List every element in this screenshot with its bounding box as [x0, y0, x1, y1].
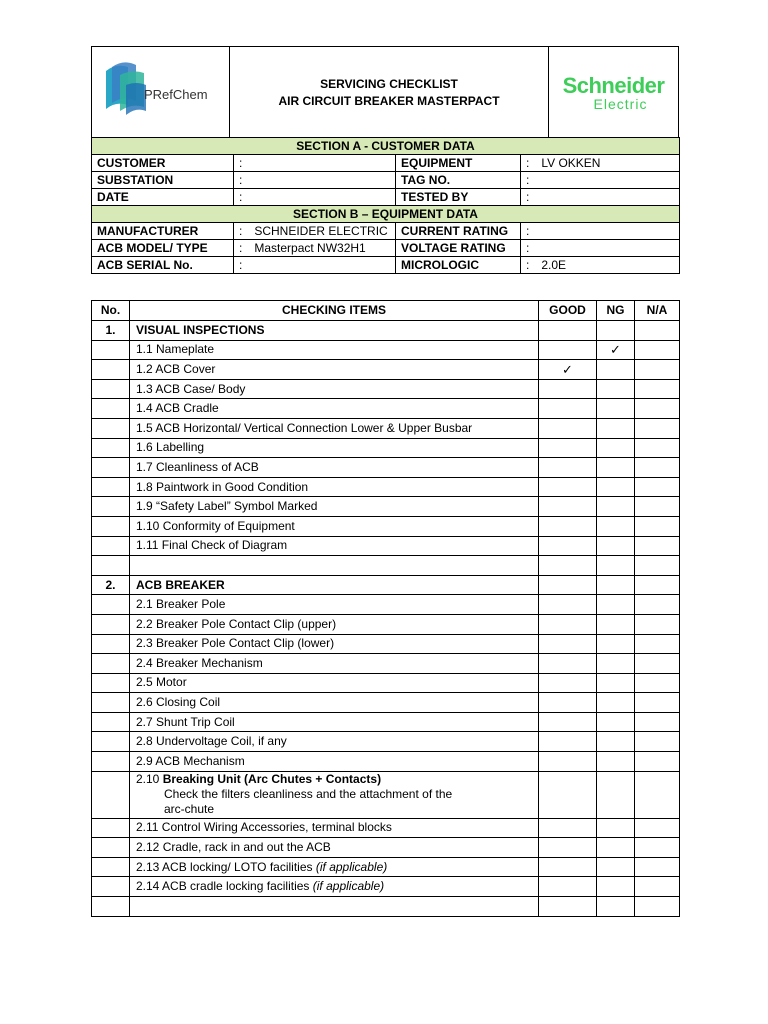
item-number: 2.	[92, 575, 130, 595]
table-row	[92, 379, 680, 399]
checking-item: 2.9 ACB Mechanism	[130, 752, 539, 772]
ng-cell[interactable]	[597, 712, 635, 732]
good-cell[interactable]	[539, 752, 597, 772]
table-row	[92, 712, 680, 732]
ng-cell[interactable]	[597, 399, 635, 419]
na-cell[interactable]	[635, 654, 680, 674]
checking-item: 2.11 Control Wiring Accessories, terminal blocks	[130, 818, 539, 838]
substation-label: SUBSTATION	[92, 172, 234, 189]
table-row	[92, 634, 680, 654]
date-label: DATE	[92, 189, 234, 206]
item-2-13-note: (if applicable)	[315, 859, 388, 874]
col-no-header: No.	[92, 301, 130, 321]
customer-label: CUSTOMER	[92, 155, 234, 172]
ng-cell[interactable]	[597, 418, 635, 438]
item-number	[92, 771, 130, 818]
good-cell[interactable]	[539, 438, 597, 458]
checking-item: 1.2 ACB Cover	[130, 360, 539, 380]
ng-cell[interactable]	[597, 575, 635, 595]
item-number	[92, 438, 130, 458]
checking-item	[130, 897, 539, 917]
document-header	[91, 46, 679, 140]
acb-model-label: ACB MODEL/ TYPE	[92, 240, 234, 257]
ng-cell[interactable]	[597, 752, 635, 772]
item-number	[92, 838, 130, 858]
ng-cell[interactable]	[597, 340, 635, 360]
table-row	[92, 155, 680, 172]
checking-item: 2.1 Breaker Pole	[130, 595, 539, 615]
section-title: VISUAL INSPECTIONS	[130, 321, 539, 341]
item-number	[92, 654, 130, 674]
ng-cell[interactable]	[597, 379, 635, 399]
checking-item: 1.6 Labelling	[130, 438, 539, 458]
checking-item: 1.3 ACB Case/ Body	[130, 379, 539, 399]
section-b-title: SECTION B – EQUIPMENT DATA	[92, 206, 680, 223]
na-cell[interactable]	[635, 399, 680, 419]
ng-cell[interactable]	[597, 732, 635, 752]
na-cell[interactable]	[635, 438, 680, 458]
item-number	[92, 897, 130, 917]
item-number	[92, 818, 130, 838]
checking-item	[130, 556, 539, 576]
schneider-logo	[549, 47, 679, 140]
checking-item	[130, 877, 539, 897]
good-cell[interactable]	[539, 418, 597, 438]
na-cell[interactable]	[635, 877, 680, 897]
table-row	[92, 497, 680, 517]
tag-no-value[interactable]: :	[521, 172, 680, 189]
ng-cell[interactable]	[597, 614, 635, 634]
item-2-14-note: (if applicable)	[312, 879, 385, 894]
checking-item: 1.4 ACB Cradle	[130, 399, 539, 419]
good-cell[interactable]	[539, 360, 597, 380]
checking-item: 2.3 Breaker Pole Contact Clip (lower)	[130, 634, 539, 654]
na-cell[interactable]	[635, 556, 680, 576]
tested-by-label: TESTED BY	[396, 189, 521, 206]
ng-cell[interactable]	[597, 818, 635, 838]
good-cell[interactable]	[539, 321, 597, 341]
item-number	[92, 752, 130, 772]
table-row	[92, 340, 680, 360]
table-row	[92, 614, 680, 634]
na-cell[interactable]	[635, 712, 680, 732]
table-row	[92, 189, 680, 206]
checking-item: 1.11 Final Check of Diagram	[130, 536, 539, 556]
good-cell[interactable]	[539, 634, 597, 654]
table-row	[92, 771, 680, 818]
checking-item: 1.1 Nameplate	[130, 340, 539, 360]
document-title	[230, 47, 549, 140]
good-cell[interactable]	[539, 712, 597, 732]
na-cell[interactable]	[635, 536, 680, 556]
ng-cell[interactable]	[597, 838, 635, 858]
col-ng-header: NG	[597, 301, 635, 321]
table-row	[92, 818, 680, 838]
checklist-table	[91, 300, 680, 917]
na-cell[interactable]	[635, 693, 680, 713]
table-row	[92, 752, 680, 772]
col-na-header: N/A	[635, 301, 680, 321]
current-rating-value[interactable]: :	[521, 223, 680, 240]
good-cell[interactable]	[539, 458, 597, 478]
na-cell[interactable]	[635, 595, 680, 615]
section-row	[92, 575, 680, 595]
acb-serial-value[interactable]: :	[234, 257, 396, 274]
customer-value[interactable]: :	[234, 155, 396, 172]
item-number	[92, 379, 130, 399]
prefchem-logo-text: PRefChem	[144, 87, 208, 102]
ng-cell[interactable]	[597, 536, 635, 556]
item-number	[92, 712, 130, 732]
checking-item: 2.5 Motor	[130, 673, 539, 693]
equipment-value[interactable]: : LV OKKEN	[521, 155, 680, 172]
table-row	[92, 438, 680, 458]
item-number	[92, 418, 130, 438]
good-cell[interactable]	[539, 536, 597, 556]
good-cell[interactable]	[539, 818, 597, 838]
ng-cell[interactable]	[597, 458, 635, 478]
table-row	[92, 654, 680, 674]
table-row	[92, 732, 680, 752]
item-number	[92, 877, 130, 897]
micrologic-label: MICROLOGIC	[396, 257, 521, 274]
checking-item: 1.5 ACB Horizontal/ Vertical Connection Lower & Upper Busbar	[130, 418, 539, 438]
table-row	[92, 223, 680, 240]
table-row	[92, 536, 680, 556]
table-row	[92, 399, 680, 419]
section-row	[92, 321, 680, 341]
good-cell[interactable]	[539, 497, 597, 517]
ng-cell[interactable]	[597, 857, 635, 877]
na-cell[interactable]	[635, 340, 680, 360]
title-line-2: AIR CIRCUIT BREAKER MASTERPACT	[278, 94, 500, 108]
section-a-title: SECTION A - CUSTOMER DATA	[92, 138, 680, 155]
na-cell[interactable]	[635, 379, 680, 399]
na-cell[interactable]	[635, 634, 680, 654]
checking-item: 1.9 “Safety Label” Symbol Marked	[130, 497, 539, 517]
na-cell[interactable]	[635, 673, 680, 693]
ng-cell[interactable]	[597, 516, 635, 536]
empty-row	[92, 897, 680, 917]
item-number	[92, 536, 130, 556]
good-cell[interactable]	[539, 857, 597, 877]
good-cell[interactable]	[539, 654, 597, 674]
checking-item: ACB BREAKER	[130, 575, 539, 595]
na-cell[interactable]	[635, 897, 680, 917]
ng-cell[interactable]	[597, 556, 635, 576]
ng-cell[interactable]	[597, 497, 635, 517]
checking-item	[130, 771, 539, 818]
ng-cell[interactable]	[597, 321, 635, 341]
good-cell[interactable]	[539, 399, 597, 419]
checking-item: 2.4 Breaker Mechanism	[130, 654, 539, 674]
na-cell[interactable]	[635, 360, 680, 380]
table-row	[92, 477, 680, 497]
acb-model-value[interactable]: : Masterpact NW32H1	[234, 240, 396, 257]
item-2-10-desc-2: arc-chute	[164, 802, 215, 817]
table-row	[92, 877, 680, 897]
na-cell[interactable]	[635, 838, 680, 858]
good-cell[interactable]	[539, 673, 597, 693]
check-mark-icon: ✓	[610, 342, 621, 358]
na-cell[interactable]	[635, 321, 680, 341]
ng-cell[interactable]	[597, 877, 635, 897]
voltage-rating-value[interactable]: :	[521, 240, 680, 257]
table-row	[92, 838, 680, 858]
item-2-14-text: 2.14 ACB cradle locking facilities	[136, 879, 310, 894]
schneider-logo-line1: Schneider	[562, 72, 665, 98]
item-number	[92, 634, 130, 654]
item-number	[92, 516, 130, 536]
checking-item: 1.7 Cleanliness of ACB	[130, 458, 539, 478]
item-number	[92, 360, 130, 380]
good-cell[interactable]	[539, 614, 597, 634]
manufacturer-label: MANUFACTURER	[92, 223, 234, 240]
table-row	[92, 360, 680, 380]
voltage-rating-label: VOLTAGE RATING	[396, 240, 521, 257]
good-cell[interactable]	[539, 771, 597, 818]
na-cell[interactable]	[635, 516, 680, 536]
micrologic-value[interactable]: : 2.0E	[521, 257, 680, 274]
checking-item: 2.2 Breaker Pole Contact Clip (upper)	[130, 614, 539, 634]
item-number	[92, 556, 130, 576]
checking-item: 2.12 Cradle, rack in and out the ACB	[130, 838, 539, 858]
checking-item	[130, 857, 539, 877]
table-row	[92, 595, 680, 615]
good-cell[interactable]	[539, 732, 597, 752]
checking-item: 2.6 Closing Coil	[130, 693, 539, 713]
ng-cell[interactable]	[597, 477, 635, 497]
empty-row	[92, 556, 680, 576]
acb-serial-label: ACB SERIAL No.	[92, 257, 234, 274]
good-cell[interactable]	[539, 556, 597, 576]
ng-cell[interactable]	[597, 360, 635, 380]
table-row	[92, 257, 680, 274]
na-cell[interactable]	[635, 418, 680, 438]
ng-cell[interactable]	[597, 595, 635, 615]
table-row	[92, 418, 680, 438]
na-cell[interactable]	[635, 497, 680, 517]
good-cell[interactable]	[539, 340, 597, 360]
item-2-10-title: Breaking Unit (Arc Chutes + Contacts)	[162, 772, 382, 787]
na-cell[interactable]	[635, 477, 680, 497]
tested-by-value[interactable]: :	[521, 189, 680, 206]
tag-no-label: TAG NO.	[396, 172, 521, 189]
na-cell[interactable]	[635, 771, 680, 818]
table-row	[92, 240, 680, 257]
ng-cell[interactable]	[597, 693, 635, 713]
ng-cell[interactable]	[597, 771, 635, 818]
customer-equipment-table	[91, 137, 680, 274]
prefchem-logo-icon	[92, 47, 229, 135]
ng-cell[interactable]	[597, 897, 635, 917]
good-cell[interactable]	[539, 595, 597, 615]
item-number	[92, 595, 130, 615]
good-cell[interactable]	[539, 877, 597, 897]
table-row	[92, 857, 680, 877]
current-rating-label: CURRENT RATING	[396, 223, 521, 240]
na-cell[interactable]	[635, 575, 680, 595]
table-row	[92, 693, 680, 713]
checking-item: 1.8 Paintwork in Good Condition	[130, 477, 539, 497]
checking-item: 1.10 Conformity of Equipment	[130, 516, 539, 536]
good-cell[interactable]	[539, 516, 597, 536]
checking-item: 2.8 Undervoltage Coil, if any	[130, 732, 539, 752]
schneider-logo-line2: Electric	[593, 95, 648, 112]
item-2-13-text: 2.13 ACB locking/ LOTO facilities	[136, 859, 313, 874]
item-number	[92, 673, 130, 693]
ng-cell[interactable]	[597, 634, 635, 654]
ng-cell[interactable]	[597, 654, 635, 674]
good-cell[interactable]	[539, 897, 597, 917]
item-number	[92, 614, 130, 634]
good-cell[interactable]	[539, 838, 597, 858]
section-number: 1.	[92, 321, 130, 341]
substation-value[interactable]: :	[234, 172, 396, 189]
na-cell[interactable]	[635, 732, 680, 752]
na-cell[interactable]	[635, 614, 680, 634]
item-number	[92, 857, 130, 877]
good-cell[interactable]	[539, 693, 597, 713]
na-cell[interactable]	[635, 458, 680, 478]
item-number	[92, 477, 130, 497]
item-number	[92, 340, 130, 360]
item-number	[92, 399, 130, 419]
item-number	[92, 497, 130, 517]
check-mark-icon: ✓	[562, 361, 573, 377]
checking-item: 2.7 Shunt Trip Coil	[130, 712, 539, 732]
good-cell[interactable]	[539, 575, 597, 595]
table-row	[92, 458, 680, 478]
good-cell[interactable]	[539, 477, 597, 497]
item-2-10-desc-1: Check the filters cleanliness and the attachment of the	[164, 787, 453, 802]
item-2-10-number: 2.10	[136, 772, 160, 787]
table-row	[92, 516, 680, 536]
equipment-label: EQUIPMENT	[396, 155, 521, 172]
prefchem-logo	[92, 47, 230, 140]
na-cell[interactable]	[635, 752, 680, 772]
item-number	[92, 693, 130, 713]
na-cell[interactable]	[635, 857, 680, 877]
col-item-header: CHECKING ITEMS	[130, 301, 539, 321]
item-number	[92, 732, 130, 752]
date-value[interactable]: :	[234, 189, 396, 206]
checklist-header-row	[92, 301, 680, 321]
manufacturer-value[interactable]: : SCHNEIDER ELECTRIC	[234, 223, 396, 240]
item-number	[92, 458, 130, 478]
ng-cell[interactable]	[597, 438, 635, 458]
na-cell[interactable]	[635, 818, 680, 838]
col-good-header: GOOD	[539, 301, 597, 321]
ng-cell[interactable]	[597, 673, 635, 693]
title-line-1: SERVICING CHECKLIST	[320, 77, 458, 91]
good-cell[interactable]	[539, 379, 597, 399]
table-row	[92, 172, 680, 189]
table-row	[92, 673, 680, 693]
